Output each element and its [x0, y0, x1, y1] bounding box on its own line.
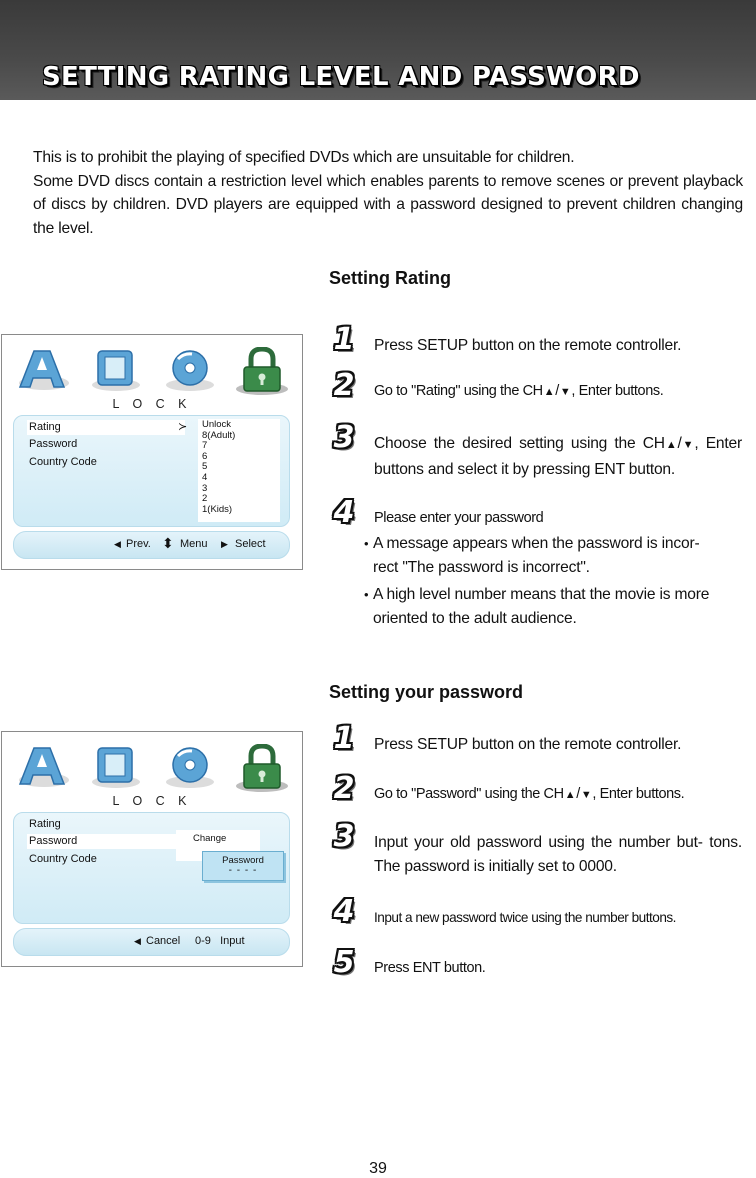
rating-option[interactable]: Unlock: [202, 419, 232, 430]
ch-down-icon: ▼: [682, 439, 694, 451]
change-label: Change: [193, 833, 227, 844]
menu-item-country-code[interactable]: Country Code: [29, 853, 97, 865]
slash-separator: /: [555, 383, 559, 399]
rating-option[interactable]: 5: [202, 461, 208, 473]
lock-icon: [232, 744, 292, 794]
step-number: 2: [333, 771, 355, 806]
ch-up-icon: ▲: [665, 439, 677, 451]
nav-cancel[interactable]: Cancel: [146, 935, 181, 947]
step-text: Press SETUP button on the remote controller.: [374, 736, 682, 753]
step-text-pre: Go to "Password" using the CH: [374, 786, 564, 802]
menu-item-rating[interactable]: Rating: [29, 818, 61, 830]
step-number: 2: [333, 368, 355, 403]
nav-select[interactable]: Select: [235, 538, 266, 550]
ch-down-icon: ▼: [580, 789, 592, 801]
step-number: 1: [333, 322, 355, 357]
rating-bullet-2-cont: oriented to the adult audience.: [373, 610, 577, 627]
step-text-pre: Choose the desired setting using the CH: [374, 435, 665, 452]
rating-option[interactable]: 6: [202, 450, 208, 462]
lock-icon: [232, 347, 292, 397]
step-text: [374, 380, 742, 405]
chevron-right-icon: ≻: [178, 421, 188, 433]
bullet-text: A message appears when the password is incor-: [373, 535, 700, 552]
lock-title: L O C K: [112, 794, 192, 808]
step-text: [374, 783, 742, 808]
rating-option[interactable]: 1(Kids): [202, 503, 233, 515]
step-text: Please enter your password: [374, 510, 544, 526]
rating-bullet-2: [364, 583, 742, 607]
menu-item-password[interactable]: Password: [29, 438, 78, 450]
disc-icon: [162, 744, 218, 790]
lock-title: L O C K: [112, 397, 192, 411]
nav-bar: [13, 928, 290, 956]
rating-bullet-1-cont: rect "The password is incorrect".: [373, 559, 590, 576]
step-text: Input your old password using the number but- tons. The password is initially set to 0000.: [374, 834, 742, 875]
menu-item-password[interactable]: Password: [27, 834, 185, 849]
step-number: 4: [333, 495, 355, 530]
step-number: 5: [333, 945, 355, 980]
step-text: [374, 432, 742, 481]
intro-paragraph-2: Some DVD discs contain a restriction level which enables parents to remove scenes or prevent playback of discs by children. DVD players are equipped with a password designed to prevent children changing the level.: [33, 172, 743, 237]
page-title: SETTING RATING LEVEL AND PASSWORD: [42, 62, 640, 92]
display-icon: [88, 347, 144, 393]
nav-prev[interactable]: Prev.: [126, 538, 151, 550]
step-text-post: , Enter buttons and select it by pressing ENT button.: [374, 435, 743, 478]
intro-paragraph-1: This is to prohibit the playing of specified DVDs which are unsuitable for children.: [33, 149, 575, 166]
setting-rating-heading: Setting Rating: [329, 268, 451, 288]
rating-option[interactable]: 7: [202, 440, 208, 452]
audio-a-icon: [16, 744, 72, 790]
step-text-pre: Go to "Rating" using the CH: [374, 383, 543, 399]
rating-option[interactable]: 8(Adult): [202, 429, 236, 441]
display-icon: [88, 744, 144, 790]
page-number: 39: [369, 1160, 387, 1177]
slash-separator: /: [576, 786, 580, 802]
rating-options-panel: [198, 419, 280, 522]
setting-password-heading: Setting your password: [329, 682, 524, 702]
step-text: Press ENT button.: [374, 960, 486, 976]
password-menu-screen: [1, 731, 303, 967]
step-number: 4: [333, 894, 355, 929]
menu-item-rating[interactable]: Rating: [27, 420, 185, 435]
nav-menu[interactable]: Menu: [180, 538, 208, 550]
menu-panel: [13, 812, 290, 924]
rating-option[interactable]: 2: [202, 493, 208, 505]
step-number: 3: [333, 420, 355, 455]
password-input[interactable]: [202, 851, 284, 881]
ch-up-icon: ▲: [543, 386, 555, 398]
right-arrow-icon: ▶: [221, 539, 228, 549]
step-number: 1: [333, 721, 355, 756]
nav-input[interactable]: 0-9 Input: [195, 935, 245, 947]
bullet-dot: •: [364, 587, 369, 602]
step-text-post: , Enter buttons.: [592, 786, 685, 802]
rating-option[interactable]: 3: [202, 482, 208, 494]
slash-separator: /: [677, 435, 682, 452]
ch-down-icon: ▼: [559, 386, 571, 398]
password-mask: - - - -: [228, 865, 258, 876]
nav-bar: [13, 531, 290, 559]
step-number: 3: [333, 819, 355, 854]
bullet-dot: •: [364, 536, 369, 551]
menu-panel: [13, 415, 290, 527]
disc-icon: [162, 347, 218, 393]
bullet-text: A high level number means that the movie is more: [373, 586, 710, 603]
left-arrow-icon: ◀: [114, 539, 121, 549]
menu-item-country-code[interactable]: Country Code: [29, 456, 97, 468]
rating-option[interactable]: 4: [202, 471, 208, 483]
intro-text: [33, 146, 743, 240]
rating-menu-screen: [1, 334, 303, 570]
ch-up-icon: ▲: [564, 789, 576, 801]
rating-bullet-1: [364, 532, 742, 556]
left-arrow-icon: ◀: [134, 936, 141, 946]
step-text: Input a new password twice using the number buttons.: [374, 910, 676, 925]
up-down-icon: ⬍: [162, 535, 174, 551]
rating-options-list: [202, 420, 235, 515]
step-text: Press SETUP button on the remote controller.: [374, 337, 682, 354]
password-input-label: Password: [222, 855, 264, 866]
step-text-post: , Enter buttons.: [571, 383, 664, 399]
audio-a-icon: [16, 347, 72, 393]
